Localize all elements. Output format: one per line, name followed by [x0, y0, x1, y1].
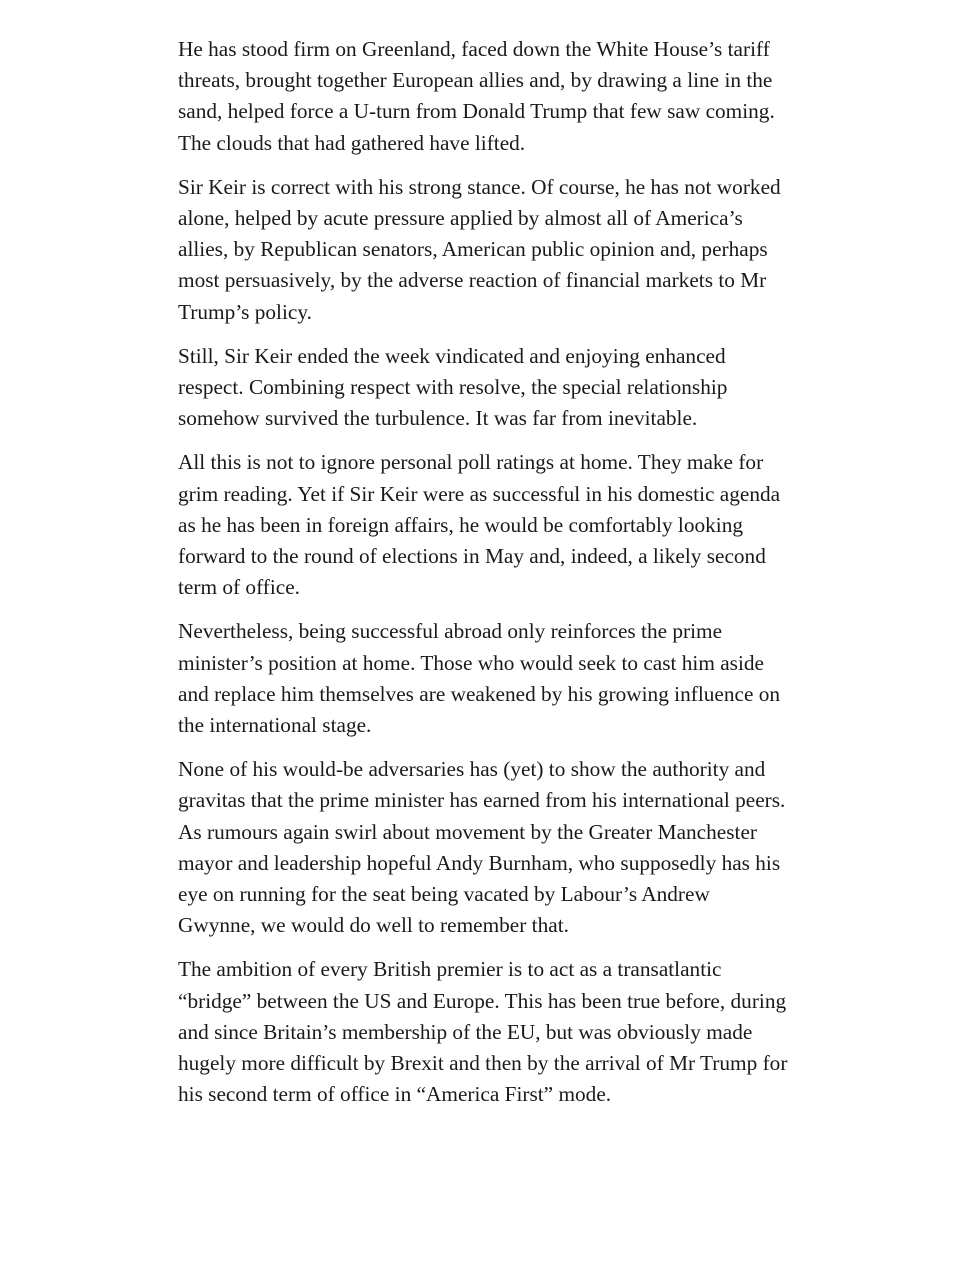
article-body: [178, 34, 788, 1124]
article-paragraph: He has stood firm on Greenland, faced down the White House’s tariff threats, brought together European allies and, by drawing a line in the sand, helped force a U-turn from Donald Trump that few saw coming. The clouds that had gathered have lifted.: [178, 37, 775, 155]
article-paragraph: The ambition of every British premier is to act as a transatlantic “bridge” between the US and Europe. This has been true before, during and since Britain’s membership of the EU, but was obviously made hugely more difficult by Brexit and then by the arrival of Mr Trump for his second term of office in “America First” mode.: [178, 957, 788, 1107]
article-paragraph: None of his would-be adversaries has (yet) to show the authority and gravitas that the prime minister has earned from his international peers. As rumours again swirl about movement by the Greater Manchester mayor and leadership hopeful Andy Burnham, who supposedly has his eye on running for the seat being vacated by Labour’s Andrew Gwynne, we would do well to remember that.: [178, 757, 786, 938]
article-paragraph: Sir Keir is correct with his strong stance. Of course, he has not worked alone, helped by acute pressure applied by almost all of America’s allies, by Republican senators, American public opinion and, perhaps most persuasively, by the adverse reaction of financial markets to Mr Trump’s policy.: [178, 174, 781, 324]
article-paragraph: Nevertheless, being successful abroad only reinforces the prime minister’s position at home. Those who would seek to cast him aside and replace him themselves are weakened by his growing influence on the international stage.: [178, 619, 781, 738]
article-paragraph: Still, Sir Keir ended the week vindicated and enjoying enhanced respect. Combining respect with resolve, the special relationship somehow survived the turbulence. It was far from inevitable.: [178, 343, 728, 431]
article-paragraph: All this is not to ignore personal poll ratings at home. They make for grim reading. Yet if Sir Keir were as successful in his domestic agenda as he has been in foreign affairs, he would be comfortably looking forward to the round of elections in May and, indeed, a likely second term of office.: [178, 450, 781, 600]
